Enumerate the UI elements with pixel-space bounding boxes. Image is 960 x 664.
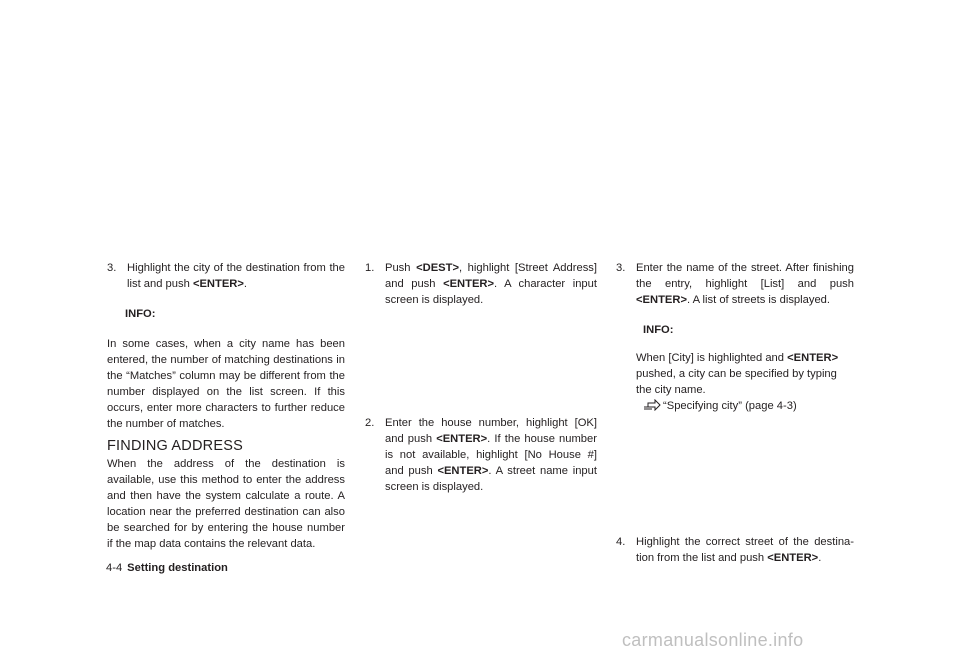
section-body: When the address of the destination is available, use this method to enter the address and then have the system calculate a route. A location near the preferred destination can also be searched for by entering the house number if the map data contains the relevant data.	[107, 458, 345, 550]
watermark: carmanualsonline.info	[622, 630, 804, 650]
info-label: INFO:	[125, 308, 156, 320]
section-heading: FINDING ADDRESS	[107, 438, 243, 454]
footer-section-title: Setting destination	[127, 562, 228, 574]
right-info-label: INFO:	[643, 324, 674, 336]
middle-step-1: 1. Push <DEST>, highlight [Street Address] and push <ENTER>. A character input screen is displayed.	[365, 262, 597, 306]
page-reference: “Specifying city” (page 4-3)	[616, 398, 854, 416]
left-step-3: 3. Highlight the city of the destination from the list and push <ENTER>.	[107, 262, 345, 290]
page-footer	[106, 562, 228, 574]
middle-column	[365, 260, 597, 495]
left-column	[107, 260, 345, 552]
middle-step-2: 2. Enter the house number, highlight [OK] and push <ENTER>. If the house number is not available, highlight [No House #] and push <ENTER>. A street name input screen is displayed.	[365, 417, 597, 493]
right-step-4: 4. Highlight the correct street of the destina-tion from the list and push <ENTER>.	[616, 536, 854, 564]
right-step-3: 3. Enter the name of the street. After finishing the entry, highlight [List] and push <ENTER>. A list of streets is displayed.	[616, 262, 854, 306]
info-text: In some cases, when a city name has been entered, the number of matching destinations in the “Matches” column may be different from the number displayed on the list screen. If this occurs, enter more characters to further reduce the number of matches.	[107, 338, 345, 430]
right-column	[616, 260, 854, 566]
page-number: 4-4	[106, 562, 123, 574]
right-info-text: When [City] is highlighted and <ENTER> pushed, a city can be specified by typing the city name.	[636, 352, 839, 396]
reference-icon	[643, 399, 663, 416]
